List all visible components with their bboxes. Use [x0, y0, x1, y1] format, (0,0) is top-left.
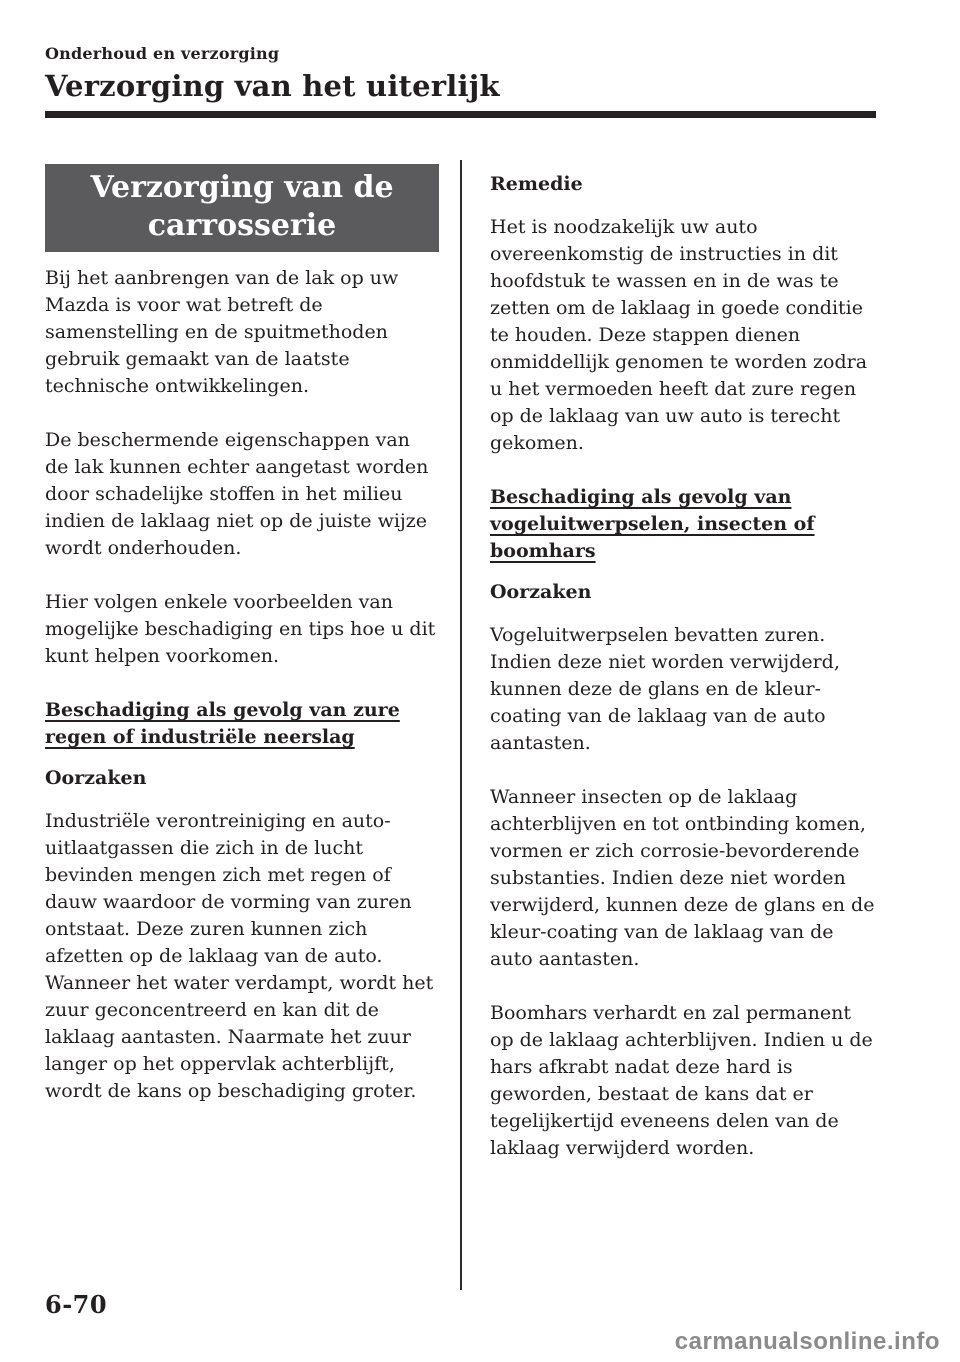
- page-header: [0, 0, 960, 118]
- body-paragraph: Het is noodzakelijk uw auto overeenkomstig de instructies in dit hoofdstuk te wassen en in de was te zetten om de laklaag in goede conditie te houden. Deze stappen dienen onmiddellijk genomen te worden zodra u het vermoeden heeft dat zure regen op de laklaag van uw auto is terecht gekomen.: [490, 216, 868, 454]
- body-paragraph: Bij het aanbrengen van de lak op uw Mazda is voor wat betreft de samenstelling en de spuitmethoden gebruik gemaakt van de laatste technische ontwikkelingen.: [45, 267, 399, 397]
- page-title: Verzorging van het uiterlijk: [45, 69, 500, 103]
- column-divider: [460, 160, 462, 1290]
- page-number: 6-70: [45, 1290, 108, 1319]
- two-column-layout: [45, 118, 960, 1189]
- section-title-box: Verzorging van de carrosserie: [45, 164, 439, 252]
- left-column: [45, 118, 439, 1189]
- body-paragraph: Industriële verontreiniging en auto-uitlaatgassen die zich in de lucht bevinden mengen zich met regen of dauw waardoor de vorming van zuren ontstaat. Deze zuren kunnen zich afzetten op de laklaag van de auto. Wanneer het water verdampt, wordt het zuur geconcentreerd en kan dit de laklaag aantasten. Naarmate het zuur langer op het oppervlak achterblijft, wordt de kans op beschadiging groter.: [45, 810, 434, 1102]
- watermark: carmanualsonline.info: [674, 1328, 940, 1355]
- right-column: [490, 118, 880, 1189]
- title-rule: [45, 111, 876, 118]
- breadcrumb: Onderhoud en verzorging: [45, 44, 280, 63]
- body-paragraph: Boomhars verhardt en zal permanent op de laklaag achterblijven. Indien u de hars afkrabt nadat deze hard is geworden, bestaat de kans dat er tegelijkertijd eveneens delen van de laklaag verwijderd worden.: [490, 1002, 873, 1159]
- body-paragraph: Hier volgen enkele voorbeelden van mogelijke beschadiging en tips hoe u dit kunt helpen voorkomen.: [45, 591, 436, 667]
- section-heading-bird-droppings: Beschadiging als gevolg van vogeluitwerpselen, insecten of boomhars: [490, 486, 815, 562]
- subheading-remedie: Remedie: [490, 173, 583, 195]
- subheading-oorzaken: Oorzaken: [45, 767, 147, 789]
- body-paragraph: De beschermende eigenschappen van de lak kunnen echter aangetast worden door schadelijke stoffen in het milieu indien de laklaag niet op de juiste wijze wordt onderhouden.: [45, 429, 429, 559]
- subheading-oorzaken: Oorzaken: [490, 581, 592, 603]
- section-heading-acid-rain: Beschadiging als gevolg van zure regen of industriële neerslag: [45, 699, 400, 748]
- body-paragraph: Wanneer insecten op de laklaag achterblijven en tot ontbinding komen, vormen er zich corrosie-bevorderende substanties. Indien deze niet worden verwijderd, kunnen deze de glans en de kleur-coating van de laklaag van de auto aantasten.: [490, 786, 875, 970]
- body-paragraph: Vogeluitwerpselen bevatten zuren. Indien deze niet worden verwijderd, kunnen deze de glans en de kleur-coating van de laklaag van de auto aantasten.: [490, 624, 840, 754]
